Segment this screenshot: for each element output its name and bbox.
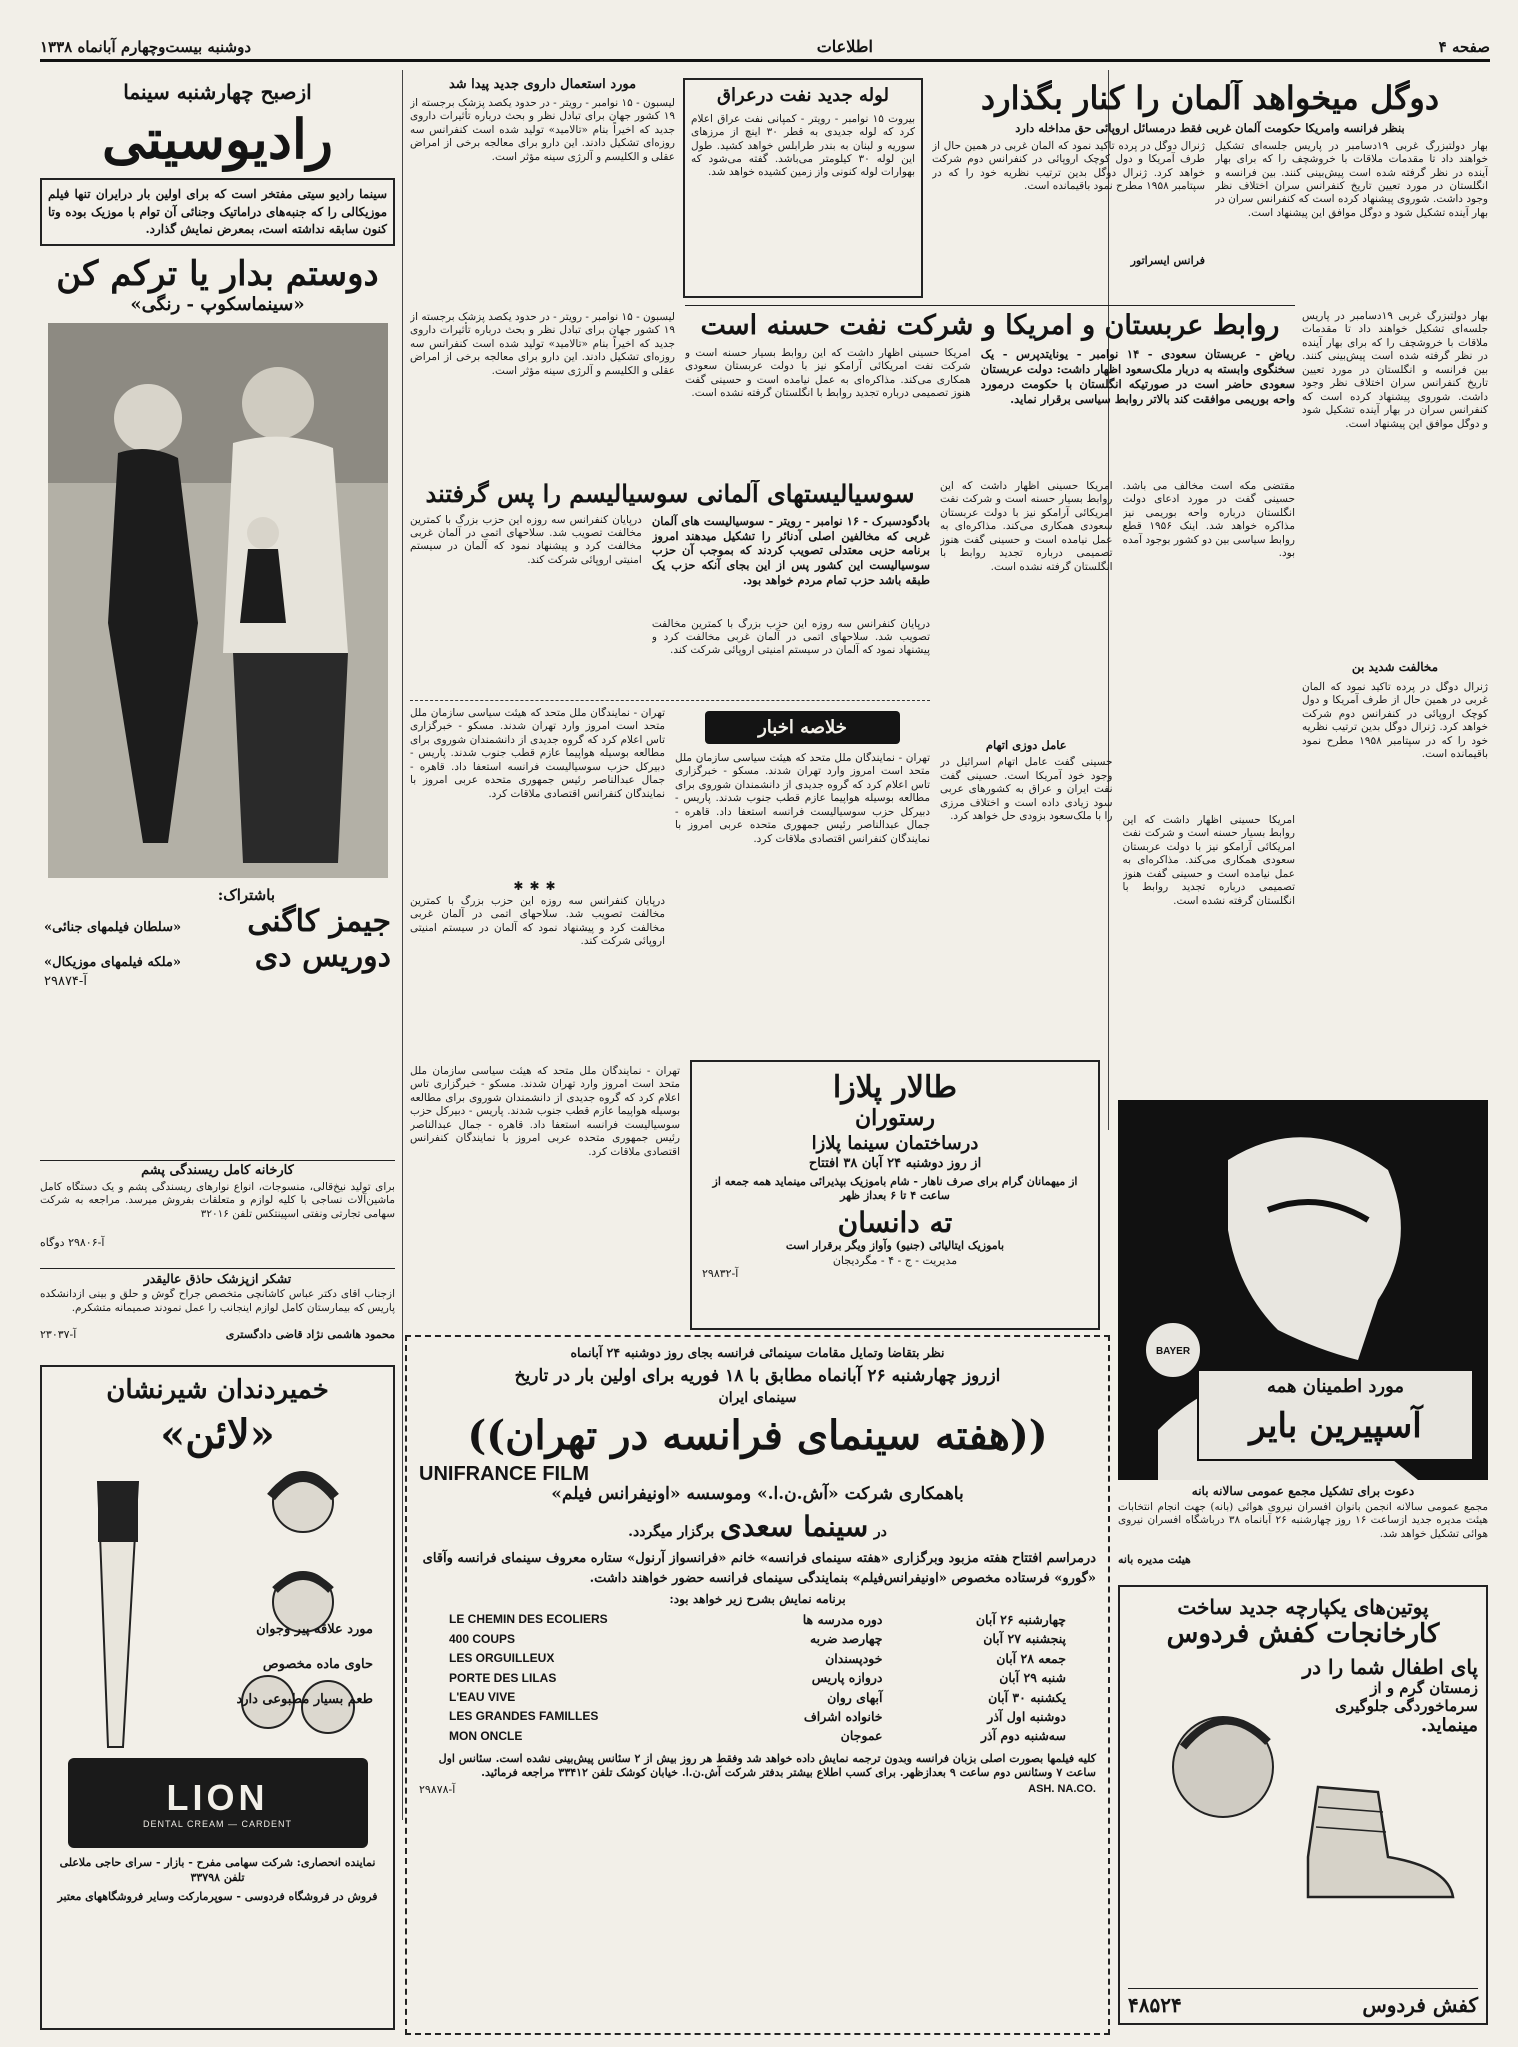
- schedule-title-fa: عموجان: [840, 1728, 883, 1744]
- arabia-oil-continued: [940, 480, 1295, 1110]
- ad-venue-post: برگزار میگردد.: [628, 1524, 715, 1540]
- pack-brand: LION: [166, 1777, 269, 1818]
- news-continued: [410, 1065, 680, 1330]
- article-headline: سوسیالیستهای آلمانی سوسیالیسم را پس گرفتند: [425, 480, 915, 508]
- ad-unifrance: UNIFRANCE FILM: [419, 1463, 589, 1485]
- news-summary-label: خلاصه اخبار: [705, 711, 900, 744]
- program-schedule: [419, 1610, 1096, 1746]
- schedule-title-en: LES GRANDES FAMILLES: [449, 1709, 599, 1724]
- ad-ref: آ-۲۳۰۳۷: [40, 1328, 77, 1342]
- schedule-title-en: 400 COUPS: [449, 1631, 516, 1646]
- actor1-desc: «سلطان فیلمهای جنائی»: [44, 920, 182, 936]
- divider: [410, 700, 930, 701]
- article-signature: فرانس ایسراتور: [1130, 253, 1205, 267]
- schedule-title-fa: چهارصد ضربه: [809, 1631, 883, 1647]
- ad-opening: از روز دوشنبه ۲۴ آبان ۳۸ افتتاح: [808, 1156, 982, 1171]
- schedule-row: [419, 1726, 1096, 1745]
- article-body: مقتضی مکه است مخالف می باشد. حسینی گفت در مورد ادعای دولت انگلستان درباره واحه بوریمی نیز مذاکره خواهد شد. اینک ۱۹۵۶ قطع روابط سیاسی بین دو کشور بوجود آمده بود.: [1122, 480, 1295, 560]
- ad-phone: ۴۸۵۲۴: [1128, 1993, 1182, 2017]
- ad-line3: طعم بسیار مطبوعی دارد: [236, 1692, 373, 1707]
- ad-ref: آ-۲۹۸۷۴: [44, 974, 87, 990]
- ad-line2: زمستان گرم و از سرماخوردگی جلوگیری: [1335, 1679, 1478, 1715]
- man-trousers: [233, 653, 348, 863]
- pack-sub: DENTAL CREAM — CARDENT: [142, 1819, 292, 1829]
- schedule-date: یکشنبه ۳۰ آبان: [988, 1689, 1066, 1705]
- article-subhead: بادگودسبرک - ۱۶ نوامبر - رویتر - سوسیالیست های آلمان غربی که مخالفین اصلی آدنائر را تشکیل میدهند امروز برنامه حزبی معتدلی تصویب کردند که بموجب آن حزب سوسیالیست این کشور پس از این بجای آنکه حزب یک طبقه باشد حزب تمام مردم خواهد بود.: [651, 513, 930, 588]
- boy-boot-illustration: [1128, 1697, 1478, 1927]
- ad-boxed-text: سینما رادیو سیتی مفتخر است که برای اولین بار درایران تنها فیلم موزیکالی را که جنبه‌های دراماتیک وجنائی آن توام با موزیک بوده وتا کنون سابقه نداشته است، بمعرض نمایش گذارد.: [40, 178, 395, 246]
- schedule-date: سه‌شنبه دوم آذر: [980, 1728, 1066, 1744]
- bayer-ad: [1118, 1100, 1488, 1480]
- news-body: درپایان کنفرانس سه روزه این حزب بزرگ با کمترین مخالفت تصویب شد. سلاحهای اتمی در آلمان غربی مخالفت کرد و پیشنهاد نمود که آلمان در سیستم امنیتی اروپائی شرکت کند.: [410, 895, 665, 948]
- ad-top: پوتین‌های یکپارچه جدید ساخت: [1177, 1595, 1429, 1619]
- schedule-date: دوشنبه اول آذر: [987, 1708, 1066, 1724]
- oil-pipe-article: [683, 78, 923, 298]
- face-shape: [1228, 1137, 1401, 1360]
- ad-music: باموزیک ایتالیائی (جنیو) وآواز ویگر برقرار است: [785, 1238, 1005, 1252]
- ad-ref: آ-۲۹۸۷۸: [419, 1783, 456, 1797]
- man-head: [242, 367, 314, 439]
- separator-stars: ✱✱✱: [513, 879, 562, 893]
- ad-top: ازصبح چهارشنبه سینما: [123, 80, 312, 104]
- ad-subtitle: رستوران: [855, 1105, 935, 1131]
- schedule-row: [419, 1707, 1096, 1726]
- inset-dress: [240, 549, 286, 623]
- talar-plaza-ad: [690, 1060, 1100, 1330]
- ad-brand: «لائن»: [160, 1411, 275, 1458]
- article-headline: روابط عربستان و امریکا و شرکت نفت حسنه است: [700, 310, 1280, 341]
- ad-ref: آ-۲۹۸۰۶ دوگاه: [40, 1235, 105, 1249]
- ad-venue-pre: در: [873, 1524, 887, 1540]
- schedule-title-fa: خودپسندان: [825, 1650, 883, 1666]
- schedule-row: [419, 1688, 1096, 1707]
- news-body: تهران - نمایندگان ملل متحد که هیئت سیاسی سازمان ملل متحد است امروز وارد تهران شدند. مسکو - خبرگزاری تاس اعلام کرد که گروه جدیدی از دانشمندان شوروی برای مطالعه بوسیله هواپیما عازم قطب جنوب شدند. پاریس - دبیرکل حزب سوسیالیست فرانسه استعفا داد. قاهره - جمال عبدالناصر رئیس جمهوری متحده عربی امروز با نمایندگان کنفرانس اقتصادی ملاقات کرد.: [410, 1065, 680, 1158]
- divider: [40, 1160, 395, 1161]
- radio-city-ad: [40, 80, 395, 1155]
- faces-illustration: [53, 1462, 383, 1752]
- ad-line2: حاوی ماده مخصوص: [262, 1657, 373, 1672]
- issue-date: دوشنبه بیست‌وچهارم آبانماه ۱۳۳۸: [40, 38, 252, 56]
- ad-maker: کارخانجات کفش فردوس: [1166, 1619, 1440, 1649]
- boot-icon: [1308, 1787, 1453, 1897]
- schedule-date: شنبه ۲۹ آبان: [999, 1670, 1066, 1686]
- ad-footer: کفش فردوس: [1362, 1993, 1478, 2017]
- article-minor-head: عامل دوزی اتهام: [985, 738, 1067, 752]
- ad-agent: نماینده انحصاری: شرکت سهامی مفرح - بازار - سرای حاجی ملاعلی تلفن ۳۳۷۹۸: [59, 1856, 376, 1884]
- article-body: درپایان کنفرانس سه روزه این حزب بزرگ با کمترین مخالفت تصویب شد. سلاحهای اتمی در آلمان غربی مخالفت کرد و پیشنهاد نمود که آلمان در سیستم امنیتی اروپائی شرکت کند.: [651, 617, 930, 657]
- movie-still-photo: [48, 323, 388, 878]
- ad-cinema-name: رادیوسیتی: [102, 107, 333, 171]
- de-gaulle-article: [932, 80, 1488, 305]
- actor1-name: جیمز کاگنی: [247, 904, 391, 940]
- factory-ad: [40, 1160, 395, 1265]
- schedule-row: [419, 1629, 1096, 1648]
- ad-sale: فروش در فروشگاه فردوسی - سوپرمارکت وسایر فروشگاههای معتبر: [57, 1889, 378, 1903]
- schedule-row: [419, 1668, 1096, 1687]
- page-label: صفحه ۴: [1438, 38, 1490, 56]
- article-body: بهار دولتبزرگ غربی ۱۹دسامبر در پاریس جلسه‌ای تشکیل خواهند داد تا مقدمات ملاقات با خروشچف را که برای بهار آینده در نظر گرفته شده است پیش‌بینی کنند. بین فرانسه و انگلستان در مورد تعیین تاریخ کنفرانس سران اختلاف نظر وجود داشت. شوروی پیشنهاد کرده است که کنفرانس سران در بهار آینده تشکیل شود و دوگل موافق این پیشنهاد است.: [1215, 139, 1488, 219]
- ad-note: از میهمانان گرام برای صرف ناهار - شام باموزیک بپذیرائی مینماید همه جمعه از ساعت ۴ تا ۶ بعداز ظهر: [712, 1175, 1078, 1203]
- schedule-title-en: LES ORGUILLEUX: [449, 1651, 555, 1666]
- article-body: حسینی گفت عامل اتهام اسرائیل در وجود خود آمریکا است. حسینی گفت نفت ایران و عراق به کشورهای عربی سود زیادی داده است و اختلاف مرزی را با ملک‌سعود بزودی حل خواهد کرد.: [940, 756, 1113, 822]
- article-headline: مورد استعمال داروی جدید پیدا شد: [448, 78, 637, 92]
- notice-title: دعوت برای تشکیل مجمع عمومی سالانه بانه: [1191, 1485, 1415, 1498]
- article-headline: دوگل میخواهد آلمان را کنار بگذارد: [980, 80, 1440, 117]
- ad-phone: مدیریت - ج - ۴ - مگردیجان: [832, 1253, 958, 1267]
- article-subhead: بنظر فرانسه وامریکا حکومت آلمان غربی فقط درمسائل اروپائی حق مداخله دارد: [1015, 120, 1405, 135]
- ad-venue: سینما سعدی: [719, 1510, 869, 1543]
- article-body: لیسبون - ۱۵ نوامبر - رویتر - در حدود یکصد پزشک برجسته از ۱۹ کشور جهان برای تبادل نظر و بحث درباره تأثیرات داروی جدید که اخیراً بنام «تالامید» تولید شده است کنفرانس سه روزه‌ای تشکیل دادند. این دارو برای معالجه برخی از امراض عقلی و الکلیسم و آلرژی سینه مؤثر است.: [410, 310, 675, 377]
- column-rule: [402, 70, 403, 1820]
- schedule-row: [419, 1649, 1096, 1668]
- news-body: تهران - نمایندگان ملل متحد که هیئت سیاسی سازمان ملل متحد است امروز وارد تهران شدند. مسکو - خبرگزاری تاس اعلام کرد که گروه جدیدی از دانشمندان شوروی برای مطالعه بوسیله هواپیما عازم قطب جنوب شدند. پاریس - دبیرکل حزب سوسیالیست فرانسه استعفا داد. قاهره - جمال عبدالناصر رئیس جمهوری متحده عربی امروز با نمایندگان کنفرانس اقتصادی ملاقات کرد.: [410, 707, 665, 800]
- doctor-thanks: [40, 1268, 395, 1358]
- schedule-title-fa: آبهای روان: [827, 1689, 883, 1705]
- ad-cast-label: باشتراک:: [217, 886, 275, 905]
- article-body: درپایان کنفرانس سه روزه این حزب بزرگ با کمترین مخالفت تصویب شد. سلاحهای اتمی در آلمان غربی مخالفت کرد و پیشنهاد نمود که آلمان در سیستم امنیتی اروپائی شرکت کند.: [410, 513, 642, 566]
- french-cinema-week-ad: [405, 1335, 1110, 2035]
- movie-still-illustration: [48, 323, 388, 878]
- ad-date-line: ازروز چهارشنبه ۲۶ آبانماه مطابق با ۱۸ فوریه برای اولین بار در تاریخ: [514, 1366, 1001, 1386]
- socialists-article: [410, 480, 930, 700]
- ad-collab: باهمکاری شرکت «آش.ن.ا.» وموسسه «اونیفرانس فیلم»: [551, 1484, 964, 1504]
- photo-wall: [48, 323, 388, 483]
- lion-toothpaste-ad: [40, 1365, 395, 2030]
- toothpaste-pack: [68, 1758, 368, 1848]
- notice-body: مجمع عمومی سالانه انجمن بانوان افسران نیروی هوائی (بانه) جهت انجام انتخابات هیئت مدیره جدید ازساعت ۱۶ روز چهارشنبه ۲۶ آبانماه ۳۸ درباشگاه افسران نیروی هوائی تشکیل خواهد شد.: [1118, 1500, 1488, 1540]
- ad-line3: مینماید.: [1420, 1715, 1478, 1736]
- ad-notice: نظر بتقاضا وتمایل مقامات سینمائی فرانسه بجای روز دوشنبه ۲۴ آبانماه: [570, 1345, 945, 1360]
- ad-title: کارخانه کامل ریسندگی پشم: [141, 1163, 294, 1178]
- article-headline: لوله جدید نفت درعراق: [717, 85, 889, 106]
- article-body: ژنرال دوگل در پرده تاکید نمود که آلمان غربی در همین حال از طرف آمریکا و دول کوچک اروپائی در کنفرانس دوم شرکت خواهد کرد. ژنرال دوگل بدین ترتیب نظریه خود را که در سپتامبر ۱۹۵۸ مطرح نمود باقیمانده است.: [932, 139, 1205, 193]
- kafsh-ferdos-ad: [1118, 1585, 1488, 2025]
- bayer-tagline: مورد اطمینان همه: [1266, 1376, 1405, 1397]
- ad-format: «سینماسکوپ - رنگی»: [130, 294, 305, 316]
- article-body: لیسبون - ۱۵ نوامبر - رویتر - در حدود یکصد پزشک برجسته از ۱۹ کشور جهان برای تبادل نظر و بحث درباره تأثیرات داروی جدید که اخیراً بنام «تالامید» تولید شده است کنفرانس سه روزه‌ای تشکیل دادند. این دارو برای معالجه برخی از امراض عقلی و الکلیسم و آلرژی سینه مؤثر است.: [410, 96, 675, 163]
- article-body: امریکا حسینی اظهار داشت که این روابط بسیار حسنه است و شرکت نفت امریکائی آرامکو نیز با دولت عربستان سعودی همکاری می‌کند. مذاکره‌ای به عمل نیامده است و حسینی گفت هنوز تصمیمی درباره تجدید روابط با انگلستان گرفته نشده است.: [685, 347, 971, 400]
- ad-dance: ته دانسان: [837, 1205, 953, 1239]
- ad-body: ازجناب آقای دکتر عباس کاشانچی متخصص جراح گوش و حلق و بینی ازدانشکده پاریس که بیمارستان کامل لوازم اینجانب را عمل نمودند صمیمانه متشکرم.: [40, 1288, 395, 1314]
- schedule-title-fa: دوره مدرسه ها: [802, 1612, 883, 1627]
- schedule-title-en: LE CHEMIN DES ECOLIERS: [449, 1612, 608, 1627]
- ad-line1: پای اطفال شما را در: [1302, 1655, 1478, 1679]
- ad-body: برای تولید نیخ‌قالی، منسوجات، انواع نوارهای ریسندگی پشم و یک دستگاه کامل ماشین‌آلات نساجی با کلیه لوازم و متعلقات بفروش میرسد. مراجعه به شرکت سهامی تجارتی ونفتی اسپینتکس تلفن ۳۲۰۱۶: [40, 1180, 395, 1220]
- schedule-date: چهارشنبه ۲۶ آبان: [975, 1612, 1066, 1627]
- schedule-row: [419, 1610, 1096, 1629]
- ad-program-intro: برنامه نمایش بشرح زیر خواهد بود:: [669, 1592, 846, 1606]
- article-subhead: ریاض - عربستان سعودی - ۱۴ نوامبر - یونایتدپرس - یک سخنگوی وابسته به دربار ملک‌سعود اظهار داشت: دولت عربستان سعودی حاضر است در صورتیکه انگلستان با حکومت درمورد واحه بوریمی موافقت کند بالاتر روابط سیاسی برقرار نماید.: [980, 347, 1295, 406]
- ad-location: درساختمان سینما پلازا: [811, 1133, 979, 1154]
- paper-name: اطلاعات: [816, 37, 873, 56]
- article-body: امریکا حسینی اظهار داشت که این روابط بسیار حسنه است و شرکت نفت امریکائی آرامکو نیز با دولت عربستان سعودی همکاری می‌کند. مذاکره‌ای به عمل نیامده است و حسینی گفت هنوز تصمیمی درباره تجدید روابط با انگلستان گرفته نشده است.: [940, 480, 1113, 573]
- schedule-title-en: L'EAU VIVE: [449, 1689, 516, 1704]
- masthead: [40, 36, 1490, 62]
- assembly-notice: [1118, 1485, 1488, 1580]
- article-body: بهار دولتبزرگ غربی ۱۹دسامبر در پاریس جلسه‌ای تشکیل خواهند داد تا مقدمات ملاقات با خروشچف را که برای بهار آینده در نظر گرفته شده است پیش‌بینی کنند. بین فرانسه و انگلستان در مورد تعیین تاریخ کنفرانس سران اختلاف نظر وجود داشت. شوروی پیشنهاد کرده است که کنفرانس سران در بهار آینده تشکیل شود و دوگل موافق این پیشنهاد است.: [1302, 310, 1488, 430]
- ad-title: تشکر ازپزشک حاذق عالیقدر: [143, 1271, 292, 1286]
- notice-signature: هیئت مدیره بانه: [1118, 1552, 1191, 1566]
- ad-ref: آ-۲۹۸۳۲: [702, 1266, 739, 1280]
- schedule-title-en: PORTE DES LILAS: [449, 1670, 557, 1685]
- bayer-logo: BAYER: [1155, 1346, 1191, 1357]
- ad-title: خمیردندان شیرنشان: [106, 1375, 329, 1405]
- article-subsection: مخالفت شدید بن: [1351, 660, 1439, 674]
- ad-movie-title: دوستم بدار یا ترکم کن: [56, 254, 379, 295]
- article-body: بیروت ۱۵ نوامبر - رویتر - کمپانی نفت عراق اعلام کرد که لوله جدیدی به قطر ۳۰ اینچ از مرزهای سوریه و لبنان به بندر طرابلس خواهد کشید. طول این لوله ۳۰ کیلومتر می‌باشد. گفته می‌شود که بهوارات لوله کنونی واز زمین کشیده خواهد شد.: [691, 112, 915, 179]
- ad-title: طالار پلازا: [832, 1070, 958, 1105]
- schedule-title-en: MON ONCLE: [449, 1728, 523, 1743]
- divider: [685, 305, 1295, 306]
- news-summary: [410, 700, 930, 1060]
- inset-head: [247, 517, 279, 549]
- article-body: ژنرال دوگل در پرده تاکید نمود که آلمان غربی در همین حال از طرف آمریکا و دول کوچک اروپائی در کنفرانس دوم شرکت خواهد کرد. ژنرال دوگل بدین ترتیب نظریه خود را که در سپتامبر ۱۹۵۸ مطرح نمود باقیمانده است.: [1302, 680, 1488, 760]
- schedule-date: جمعه ۲۸ آبان: [996, 1650, 1066, 1666]
- toothbrush-bristles: [98, 1482, 138, 1542]
- ad-footer: کلیه فیلمها بصورت اصلی بزبان فرانسه وبدون ترجمه نمایش داده خواهد شد وفقط هر روز بیش از ۲ سئانس پیش‌بینی نشده است. سئانس اول ساعت ۷ وسئانس دوم ساعت ۹ بعدازظهر. برای کسب اطلاع بیشتر بدفتر شرکت آش.ن.ا. خیابان کوشک تلفن ۳۳۴۱۲ مراجعه فرمائید.: [438, 1751, 1096, 1780]
- divider: [40, 1268, 395, 1269]
- ad-ash: ASH. NA.CO.: [1028, 1783, 1096, 1796]
- bayer-brand: آسپیرین بایر: [1249, 1406, 1422, 1446]
- ad-signature: محمود هاشمی نژاد قاضی دادگستری: [225, 1328, 395, 1342]
- schedule-title-fa: خانواده اشراف: [803, 1708, 883, 1724]
- ad-line1: مورد علاقه پیر وجوان: [256, 1622, 373, 1637]
- de-gaulle-continued: [1302, 310, 1488, 1110]
- schedule-date: پنجشنبه ۲۷ آبان: [983, 1631, 1066, 1647]
- actor2-name: دوریس دی: [254, 939, 391, 975]
- article-body: امریکا حسینی اظهار داشت که این روابط بسیار حسنه است و شرکت نفت امریکائی آرامکو نیز با دولت عربستان سعودی همکاری می‌کند. مذاکره‌ای به عمل نیامده است و حسینی گفت هنوز تصمیمی درباره تجدید روابط با انگلستان گرفته نشده است.: [1122, 814, 1295, 907]
- schedule-title-fa: دروازه پاریس: [811, 1670, 883, 1686]
- ad-cinema-iran: سینمای ایران: [718, 1390, 797, 1406]
- actor2-desc: «ملکه فیلمهای موزیکال»: [44, 955, 181, 971]
- news-body: تهران - نمایندگان ملل متحد که هیئت سیاسی سازمان ملل متحد است امروز وارد تهران شدند. مسکو - خبرگزاری تاس اعلام کرد که گروه جدیدی از دانشمندان شوروی برای مطالعه بوسیله هواپیما عازم قطب جنوب شدند. پاریس - دبیرکل حزب سوسیالیست فرانسه استعفا داد. قاهره - جمال عبدالناصر رئیس جمهوری متحده عربی امروز با نمایندگان کنفرانس اقتصادی ملاقات کرد.: [675, 752, 930, 845]
- woman-head: [114, 384, 182, 452]
- ad-guests: درمراسم افتتاح هفته مزبود وبرگزاری «هفته سینمای فرانسه» خانم «فرانسواز آرنول» ستاره معروف سینمای فرانسه وآقای «گورو» فرستاده مخصوص «اونیفرانس‌فیلم» بنمایندگی سینمای فرانسه حضور خواهند داشت.: [422, 1551, 1096, 1586]
- ad-title: ((هفته سینمای فرانسه در تهران)): [467, 1412, 1048, 1459]
- arabia-oil-article: [685, 305, 1295, 475]
